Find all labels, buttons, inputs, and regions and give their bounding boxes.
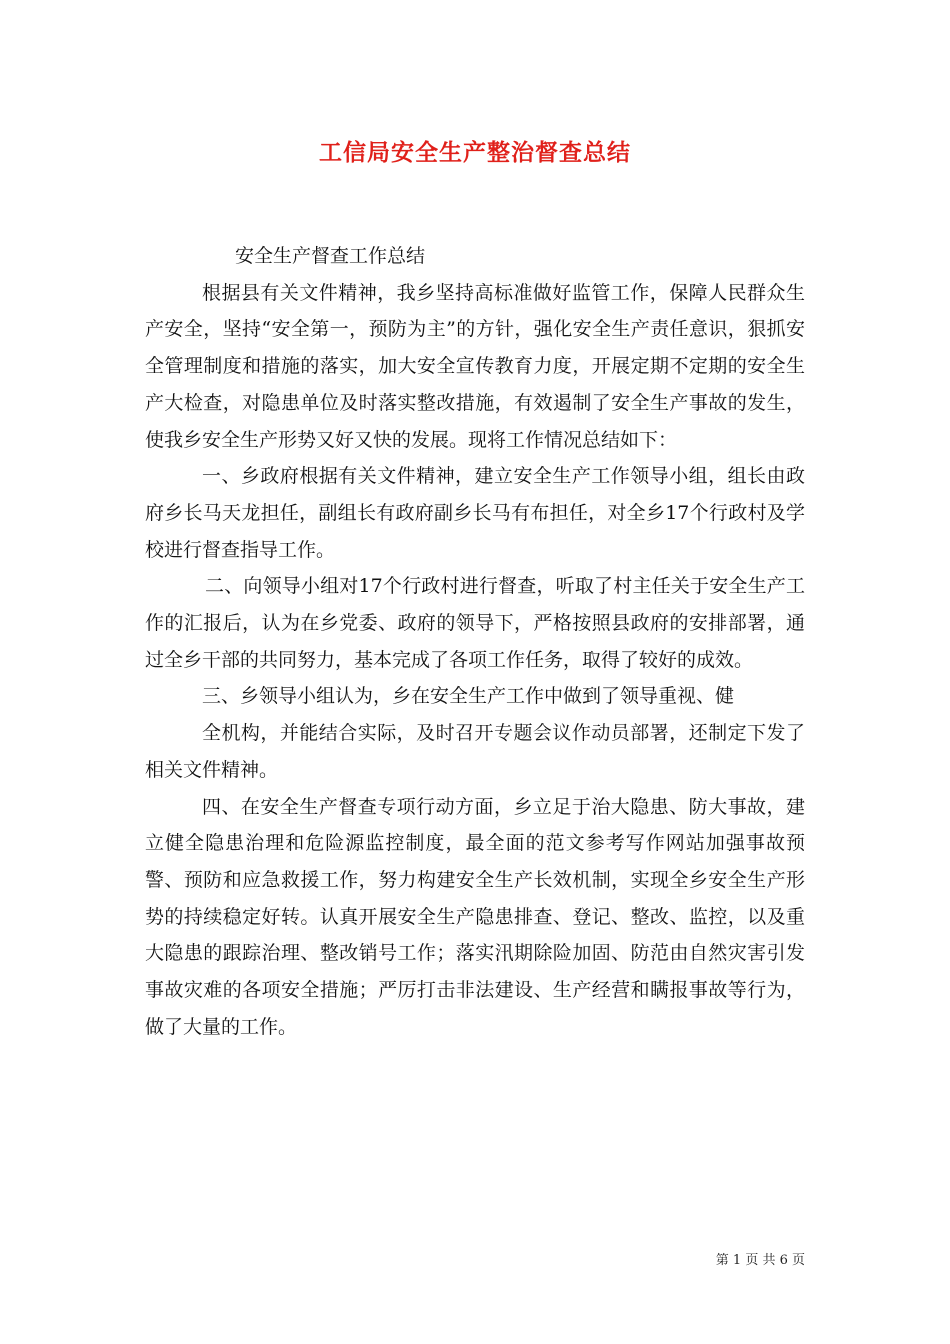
paragraph-item-4: 四、在安全生产督查专项行动方面，乡立足于治大隐患、防大事故，建立健全隐患治理和危险源监控制度，最全面的范文参考写作网站加强事故预警、预防和应急救援工作，努力构建安全生产长效机制，实现全乡安全生产形势的持续稳定好转。认真开展安全生产隐患排查、登记、整改、监控，以及重大隐患的跟踪治理、整改销号工作；落实汛期除险加固、防范由自然灾害引发事故灾难的各项安全措施；严厉打击非法建设、生产经营和瞒报事故等行为，做了大量的工作。 bbox=[145, 795, 805, 1038]
paragraph-item-3: 三、乡领导小组认为，乡在安全生产工作中做到了领导重视、健 bbox=[202, 685, 735, 708]
page-number: 第 1 页 共 6 页 bbox=[715, 1253, 805, 1268]
paragraph-item-2: 二、向领导小组对17个行政村进行督查，听取了村主任关于安全生产工作的汇报后，认为在乡党委、政府的领导下，严格按照县政府的安排部署，通过全乡干部的共同努力，基本完成了各项工作任务，取得了较好的成效。 bbox=[145, 575, 805, 671]
paragraph-item-3-continued: 全机构，并能结合实际，及时召开专题会议作动员部署，还制定下发了相关文件精神。 bbox=[145, 722, 805, 781]
document-subheading: 安全生产督查工作总结 bbox=[235, 245, 426, 267]
paragraph-item-1: 一、乡政府根据有关文件精神，建立安全生产工作领导小组，组长由政府乡长马天龙担任，副组长有政府副乡长马有布担任，对全乡17个行政村及学校进行督查指导工作。 bbox=[145, 465, 805, 561]
paragraph-intro: 根据县有关文件精神，我乡坚持高标准做好监管工作，保障人民群众生产安全，坚持“安全第一，预防为主”的方针，强化安全生产责任意识，狠抓安全管理制度和措施的落实，加大安全宣传教育力度，开展定期不定期的安全生产大检查，对隐患单位及时落实整改措施，有效遏制了安全生产事故的发生，使我乡安全生产形势又好又快的发展。现将工作情况总结如下： bbox=[145, 281, 805, 451]
document-body bbox=[145, 238, 805, 1045]
document-title: 工信局安全生产整治督查总结 bbox=[319, 139, 631, 166]
